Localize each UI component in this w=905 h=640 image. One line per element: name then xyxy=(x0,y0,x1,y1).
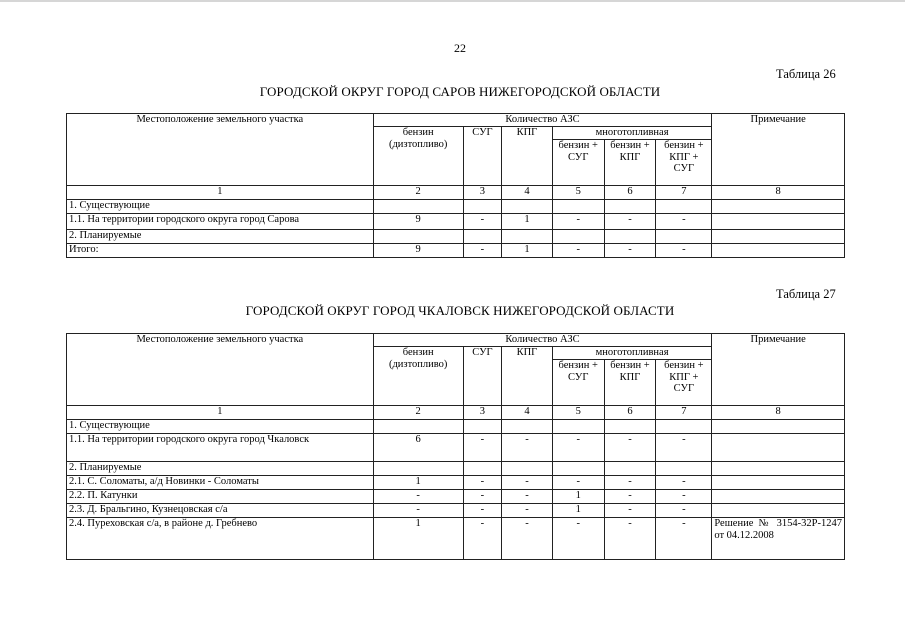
cell-sug: - xyxy=(463,504,501,518)
cell-sug: - xyxy=(463,476,501,490)
cell-benzin xyxy=(373,230,463,244)
table-row xyxy=(67,504,845,518)
cell-sug: - xyxy=(463,434,501,462)
cell-kpg: - xyxy=(502,434,553,462)
cell-benzin-kpg-sug: - xyxy=(656,490,712,504)
cell-benzin-kpg-sug: - xyxy=(656,214,712,230)
cell-location: 2.4. Пуреховская с/а, в районе д. Гребнево xyxy=(67,518,374,560)
cell-benzin: 1 xyxy=(373,518,463,560)
table27-colnum: 6 xyxy=(604,406,656,420)
cell-note xyxy=(712,200,845,214)
table26-title: ГОРОДСКОЙ ОКРУГ ГОРОД САРОВ НИЖЕГОРОДСКОЙ ОБЛАСТИ xyxy=(259,84,661,99)
cell-location: 2. Планируемые xyxy=(67,230,374,244)
table26-colnum: 3 xyxy=(463,186,501,200)
table-row xyxy=(67,434,845,462)
cell-kpg: - xyxy=(502,490,553,504)
cell-location: 1.1. На территории городского округа город Чкаловск xyxy=(67,434,374,462)
cell-sug: - xyxy=(463,490,501,504)
table-row xyxy=(67,462,845,476)
table-row xyxy=(67,490,845,504)
table26-header-benzin-sug: бензин + СУГ xyxy=(552,140,604,186)
cell-sug xyxy=(463,462,501,476)
cell-benzin-sug: - xyxy=(552,518,604,560)
cell-sug xyxy=(463,200,501,214)
table27-header-benzin-kpg-sug: бензин + КПГ + СУГ xyxy=(656,360,712,406)
table26-colnum: 5 xyxy=(552,186,604,200)
table26-colnum: 2 xyxy=(373,186,463,200)
cell-note xyxy=(712,504,845,518)
table-row xyxy=(67,214,845,230)
table26-colnum: 6 xyxy=(604,186,656,200)
cell-benzin xyxy=(373,200,463,214)
table-row-total xyxy=(67,244,845,258)
cell-benzin-sug xyxy=(552,462,604,476)
cell-benzin: 9 xyxy=(373,214,463,230)
table26-header-benzin-kpg-sug: бензин + КПГ + СУГ xyxy=(656,140,712,186)
cell-location: 1. Существующие xyxy=(67,420,374,434)
table27-header-benzin-sug: бензин + СУГ xyxy=(552,360,604,406)
table26-colnum: 7 xyxy=(656,186,712,200)
cell-benzin-kpg: - xyxy=(604,476,656,490)
table27-colnum: 1 xyxy=(67,406,374,420)
cell-kpg xyxy=(502,462,553,476)
table-row xyxy=(67,420,845,434)
table-row xyxy=(67,200,845,214)
table26-header-benzin-kpg: бензин + КПГ xyxy=(604,140,656,186)
cell-benzin xyxy=(373,420,463,434)
cell-benzin-kpg xyxy=(604,420,656,434)
table26-colnum: 1 xyxy=(67,186,374,200)
cell-sug xyxy=(463,230,501,244)
table27-header-note: Примечание xyxy=(712,334,845,406)
table27-colnum: 2 xyxy=(373,406,463,420)
cell-location: 2.1. С. Соломаты, а/д Новинки - Соломаты xyxy=(67,476,374,490)
table27-header-count: Количество АЗС xyxy=(373,334,712,347)
table26-header-location: Местоположение земельного участка xyxy=(67,114,374,186)
cell-benzin: 6 xyxy=(373,434,463,462)
cell-benzin-kpg xyxy=(604,230,656,244)
cell-kpg: 1 xyxy=(502,214,553,230)
table26 xyxy=(66,113,845,258)
table26-header-count: Количество АЗС xyxy=(373,114,712,127)
scan-edge-line xyxy=(0,0,905,2)
cell-note: Решение № 3154-32Р-1247 от 04.12.2008 xyxy=(712,518,845,560)
cell-location: 2. Планируемые xyxy=(67,462,374,476)
cell-benzin-sug: 1 xyxy=(552,504,604,518)
cell-benzin: 1 xyxy=(373,476,463,490)
table26-label: Таблица 26 xyxy=(776,67,836,81)
table27-header-benzin-kpg: бензин + КПГ xyxy=(604,360,656,406)
cell-location: 1.1. На территории городского округа город Сарова xyxy=(67,214,374,230)
cell-benzin-kpg: - xyxy=(604,490,656,504)
table27-header-sug: СУГ xyxy=(463,347,501,406)
cell-note xyxy=(712,244,845,258)
cell-kpg xyxy=(502,420,553,434)
cell-note xyxy=(712,214,845,230)
cell-kpg xyxy=(502,230,553,244)
table26-header-kpg: КПГ xyxy=(502,127,553,186)
cell-benzin-kpg: - xyxy=(604,504,656,518)
cell-benzin-sug xyxy=(552,420,604,434)
table26-header-note: Примечание xyxy=(712,114,845,186)
cell-benzin-sug: 1 xyxy=(552,490,604,504)
cell-benzin-kpg: - xyxy=(604,244,656,258)
cell-kpg xyxy=(502,200,553,214)
cell-benzin-sug: - xyxy=(552,476,604,490)
table-row xyxy=(67,518,845,560)
cell-benzin-kpg-sug: - xyxy=(656,518,712,560)
table26-colnum: 8 xyxy=(712,186,845,200)
cell-benzin xyxy=(373,462,463,476)
cell-benzin-kpg xyxy=(604,200,656,214)
cell-benzin-sug xyxy=(552,200,604,214)
cell-benzin-sug: - xyxy=(552,214,604,230)
table26-header-multi: многотопливная xyxy=(552,127,712,140)
table26-colnum: 4 xyxy=(502,186,553,200)
cell-sug: - xyxy=(463,214,501,230)
cell-kpg: - xyxy=(502,476,553,490)
table27-title: ГОРОДСКОЙ ОКРУГ ГОРОД ЧКАЛОВСК НИЖЕГОРОДСКОЙ ОБЛАСТИ xyxy=(245,303,675,318)
table27-colnum: 3 xyxy=(463,406,501,420)
cell-note xyxy=(712,230,845,244)
cell-sug: - xyxy=(463,518,501,560)
cell-note xyxy=(712,420,845,434)
cell-benzin-kpg-sug: - xyxy=(656,504,712,518)
cell-location: 1. Существующие xyxy=(67,200,374,214)
cell-benzin-kpg-sug: - xyxy=(656,244,712,258)
table27-header-kpg: КПГ xyxy=(502,347,553,406)
table26-header-benzin: бензин (дизтопливо) xyxy=(373,127,463,186)
table27-label: Таблица 27 xyxy=(776,287,836,301)
cell-benzin-kpg-sug: - xyxy=(656,434,712,462)
cell-location: 2.2. П. Катунки xyxy=(67,490,374,504)
cell-benzin-sug: - xyxy=(552,434,604,462)
cell-benzin-kpg-sug xyxy=(656,230,712,244)
cell-location: Итого: xyxy=(67,244,374,258)
cell-benzin: 9 xyxy=(373,244,463,258)
cell-note xyxy=(712,434,845,462)
cell-benzin-kpg-sug: - xyxy=(656,476,712,490)
table27-header-benzin: бензин (дизтопливо) xyxy=(373,347,463,406)
cell-location: 2.3. Д. Бральгино, Кузнецовская с/а xyxy=(67,504,374,518)
cell-sug xyxy=(463,420,501,434)
cell-note xyxy=(712,476,845,490)
table27-header-location: Местоположение земельного участка xyxy=(67,334,374,406)
table27 xyxy=(66,333,845,560)
table27-colnum: 5 xyxy=(552,406,604,420)
cell-benzin-kpg xyxy=(604,462,656,476)
page-number: 22 xyxy=(454,41,466,55)
table27-colnum: 4 xyxy=(502,406,553,420)
cell-benzin-kpg: - xyxy=(604,518,656,560)
cell-kpg: 1 xyxy=(502,244,553,258)
cell-benzin: - xyxy=(373,504,463,518)
table27-colnum: 7 xyxy=(656,406,712,420)
cell-benzin-kpg-sug xyxy=(656,200,712,214)
cell-benzin-sug: - xyxy=(552,244,604,258)
cell-benzin: - xyxy=(373,490,463,504)
cell-benzin-kpg-sug xyxy=(656,462,712,476)
cell-kpg: - xyxy=(502,518,553,560)
cell-kpg: - xyxy=(502,504,553,518)
cell-benzin-kpg: - xyxy=(604,214,656,230)
table27-header-multi: многотопливная xyxy=(552,347,712,360)
table27-colnum: 8 xyxy=(712,406,845,420)
cell-benzin-kpg: - xyxy=(604,434,656,462)
table-row xyxy=(67,476,845,490)
table-row xyxy=(67,230,845,244)
cell-benzin-sug xyxy=(552,230,604,244)
cell-note xyxy=(712,462,845,476)
table26-header-sug: СУГ xyxy=(463,127,501,186)
cell-benzin-kpg-sug xyxy=(656,420,712,434)
cell-sug: - xyxy=(463,244,501,258)
cell-note xyxy=(712,490,845,504)
